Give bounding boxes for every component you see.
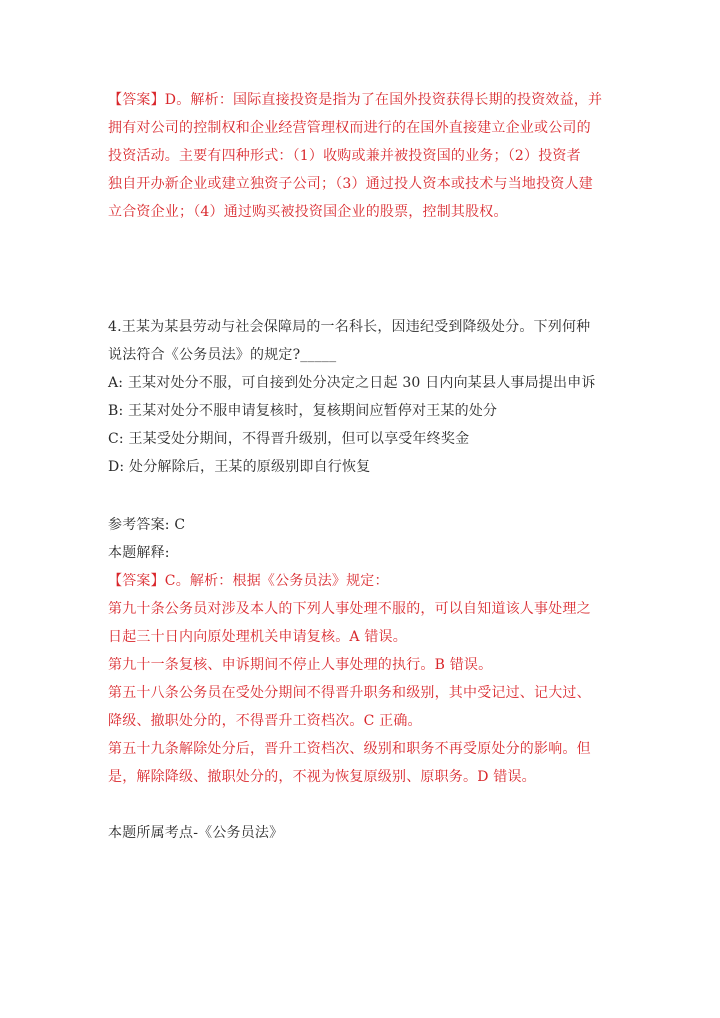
knowledge-point-text: 本题所属考点-《公务员法》 bbox=[108, 825, 284, 841]
explanation-line: 第九十一条复核、申诉期间不停止人事处理的执行。B 错误。 bbox=[108, 657, 493, 673]
option-a: A: 王某对处分不服，可自接到处分决定之日起 30 日内向某县人事局提出申诉 bbox=[108, 375, 596, 391]
explanation-line: 第九十条公务员对涉及本人的下列人事处理不服的，可以自知道该人事处理之 bbox=[108, 601, 591, 617]
explanation-line: 【答案】C。解析：根据《公务员法》规定： bbox=[108, 573, 389, 589]
question-line: 4.王某为某县劳动与社会保障局的一名科长，因违纪受到降级处分。下列何种 bbox=[108, 319, 591, 335]
answer-section bbox=[108, 511, 612, 567]
answer-line: 拥有对公司的控制权和企业经营管理权而进行的在国外直接建立企业或公司的 bbox=[108, 120, 591, 136]
question-line: 说法符合《公务员法》的规定?_____ bbox=[108, 347, 337, 363]
previous-answer-block bbox=[108, 86, 612, 226]
explanation-line: 是，解除降级、撤职处分的，不视为恢复原级别、原职务。D 错误。 bbox=[108, 769, 536, 785]
answer-line: 投资活动。主要有四种形式：（1）收购或兼并被投资国的业务；（2）投资者 bbox=[108, 148, 581, 164]
explanation-line: 第五十九条解除处分后，晋升工资档次、级别和职务不再受原处分的影响。但 bbox=[108, 741, 591, 757]
option-d: D: 处分解除后，王某的原级别即自行恢复 bbox=[108, 459, 371, 475]
reference-answer: 参考答案: C bbox=[108, 517, 186, 533]
explanation-line: 降级、撤职处分的，不得晋升工资档次。C 正确。 bbox=[108, 713, 422, 729]
answer-line: 【答案】D。解析：国际直接投资是指为了在国外投资获得长期的投资效益，并 bbox=[108, 92, 603, 108]
explanation-line: 日起三十日内向原处理机关申请复核。A 错误。 bbox=[108, 629, 407, 645]
answer-line: 独自开办新企业或建立独资子公司；（3）通过投人资本或技术与当地投资人建 bbox=[108, 176, 593, 192]
option-c: C: 王某受处分期间，不得晋升级别，但可以享受年终奖金 bbox=[108, 431, 470, 447]
answer-line: 立合资企业；（4）通过购买被投资国企业的股票，控制其股权。 bbox=[108, 204, 508, 220]
options-list bbox=[108, 369, 612, 481]
option-b: B: 王某对处分不服申请复核时，复核期间应暂停对王某的处分 bbox=[108, 403, 498, 419]
answer-explanation-block bbox=[108, 567, 612, 791]
explanation-title: 本题解释: bbox=[108, 545, 170, 561]
explanation-line: 第五十八条公务员在受处分期间不得晋升职务和级别，其中受记过、记大过、 bbox=[108, 685, 591, 701]
knowledge-point bbox=[108, 819, 612, 847]
question-block bbox=[108, 313, 612, 369]
